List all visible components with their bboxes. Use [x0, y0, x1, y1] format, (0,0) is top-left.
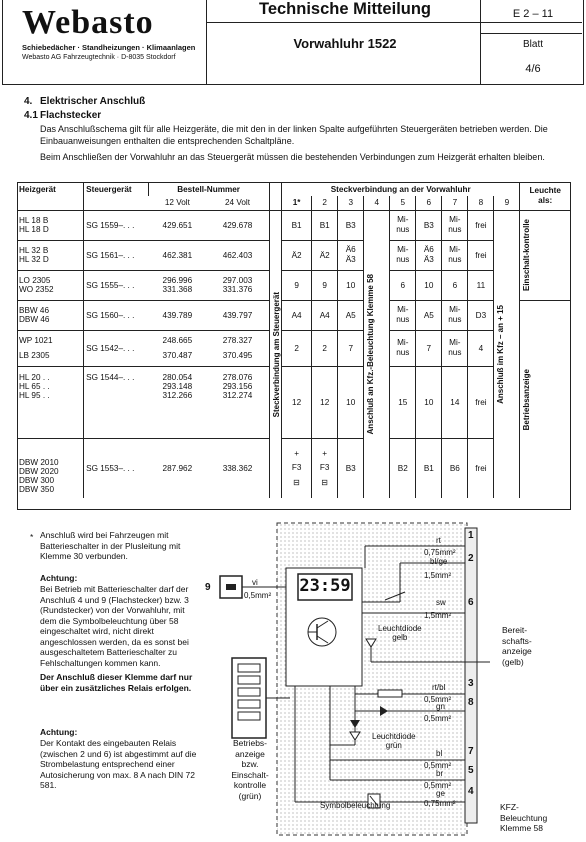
wire-5-gauge: 0,5mm² [424, 781, 452, 790]
achtung2-text: Der Kontakt des eingebauten Relais (zwischen 2 und 6) ist abgestimmt auf die Strombelastung entsprechend einer Autosicherung von max. 8 A nach DIN 72 581. [40, 738, 197, 790]
cell-pin5: Mi- nus [390, 330, 416, 366]
cell-pin1: 2 [282, 330, 312, 366]
th-steck: Steckverbindung an der Vorwahluhr [282, 182, 520, 196]
bereitschaft-label: Bereit- schafts- anzeige (gelb) [502, 625, 532, 667]
cell-pin2: A4 [312, 300, 338, 330]
cell-heizgeraet: WP 1021 LB 2305 [19, 336, 53, 360]
cell-pin2: 12 [312, 366, 338, 438]
footnote: Anschluß wird bei Fahrzeugen mit Batterieschalter in der Plusleitung mit Klemme 30 verbunden. [40, 530, 181, 561]
wire-3-gauge: 0,5mm² [424, 695, 452, 704]
th-pin: 4 [364, 196, 390, 210]
cell-pin8: 11 [468, 270, 494, 300]
symbol-light-label: Symbolbeleuchtung [320, 801, 391, 810]
cell-pin7: Mi- nus [442, 240, 468, 270]
wire-4-gauge: 0,75mm² [424, 799, 456, 808]
cell-pin5: Mi- nus [390, 210, 416, 240]
cell-12v: 429.651 [162, 220, 193, 230]
cell-pin7: Mi- nus [442, 210, 468, 240]
cell-12v: 287.962 [162, 463, 193, 473]
subsection-title: Flachstecker [40, 110, 102, 121]
achtung1-text: Bei Betrieb mit Batterieschalter darf der Anschluß 4 und 9 (Flachstecker) bzw. 3 (Rundstecker) von der Vorwahluhr, mit dem die Symbolbeleuchtung über 58 eingeschaltet wird, nicht direkt angeschlossen werden, da es sonst bei ausgeschaltetem Batterieschalter zu Fehlschaltungen kommen kann. [40, 584, 189, 668]
paragraph-2: Beim Anschließen der Vorwahluhr an das Steuergerät müssen die bestehenden Verbindungen zum Heizgerät erhalten bleiben. [40, 152, 545, 162]
achtung1-bold: Der Anschluß dieser Klemme darf nur über ein zusätzliches Relais erfolgen. [40, 672, 193, 693]
paragraph-1: Das Anschlußschema gilt für alle Heizgeräte, die mit den in der linken Spalte aufgeführten Steuergeräten betrieben werden. Die Einbauanweisungen enthalten die entsprechenden Schaltpläne. [40, 124, 548, 146]
th-pin: 9 [494, 196, 520, 210]
logo-address: Webasto AG Fahrzeugtechnik · D-8035 Stockdorf [22, 54, 176, 61]
th-bestell: Bestell-Nummer [148, 182, 269, 196]
terminal-7: 7 [468, 746, 474, 757]
wire-blge: bl/ge [430, 557, 448, 566]
wire-1-gauge: 0,75mm² [424, 548, 456, 557]
wire-9-gauge: 0,5mm² [244, 591, 272, 600]
cell-pin1: A4 [282, 300, 312, 330]
cell-12v: 462.381 [162, 250, 193, 260]
doc-subtitle: Vorwahluhr 1522 [293, 36, 397, 51]
th-pin: 6 [416, 196, 442, 210]
cell-pin1: B1 [282, 210, 312, 240]
logo: Webasto [22, 4, 154, 41]
cell-24v: 462.403 [222, 250, 253, 260]
cell-pin7: B6 [442, 438, 468, 498]
cell-12v: 439.789 [162, 310, 193, 320]
th-steuergeraet: Steuergerät [84, 182, 149, 196]
cell-steuergeraet: SG 1553–. . . [84, 438, 149, 498]
doc-title: Technische Mitteilung [258, 0, 432, 18]
cell-24v: 429.678 [222, 220, 253, 230]
v-betrieb: Betriebsanzeige [520, 300, 570, 498]
wire-2-gauge: 1,5mm² [424, 571, 452, 580]
achtung1-title: Achtung: [40, 573, 78, 583]
fuse-icon: ⊟ [293, 478, 301, 488]
wire-rtbl: rt/bl [432, 683, 446, 692]
doc-number: E 2 – 11 [512, 8, 554, 20]
led-green-label: Leuchtdiode grün [372, 732, 416, 750]
cell-pin8: frei [468, 210, 494, 240]
v-steuer: Steckverbindung am Steuergerät [269, 210, 281, 498]
cell-pin3: 10 [338, 366, 364, 438]
v-klemme58: Anschluß an Kfz.-Beleuchtung Klemme 58 [364, 210, 390, 498]
terminal-3: 3 [468, 678, 474, 689]
cell-12v: 280.054 293.148 312.266 [162, 372, 193, 400]
cell-pin5: B2 [390, 438, 416, 498]
cell-12v: 296.996 331.368 [162, 276, 193, 294]
terminal-8: 8 [468, 697, 474, 708]
th-pin: 2 [312, 196, 338, 210]
cell-pin7: 14 [442, 366, 468, 438]
cell-pin6: 10 [416, 366, 442, 438]
betrieb-label: Betriebs- anzeige bzw. Einschalt- kontrolle (grün) [231, 738, 269, 801]
cell-pin3: A5 [338, 300, 364, 330]
subsection-number: 4.1 [24, 110, 38, 121]
v-einschalt: Einschalt-kontrolle [520, 210, 570, 300]
cell-heizgeraet: HL 20 . . HL 65 . . HL 95 . . [19, 372, 50, 400]
wire-ge: ge [436, 789, 445, 798]
header-divider-right [480, 0, 481, 84]
cell-24v: 278.327 370.495 [222, 336, 253, 360]
clock-readout: 23:59 [299, 576, 351, 596]
cell-steuergeraet: SG 1544–. . . [84, 366, 149, 438]
th-heizgeraet: Heizgerät [19, 184, 56, 194]
cell-pin3: 10 [338, 270, 364, 300]
cell-pin1: + F3 ⊟ [282, 438, 312, 498]
logo-tagline: Schiebedächer · Standheizungen · Klimaanlagen [22, 43, 196, 52]
wire-bl: bl [436, 749, 443, 758]
wire-gn: gn [436, 702, 445, 711]
cell-pin6: A5 [416, 300, 442, 330]
sheet-number: 4/6 [525, 63, 541, 75]
cell-heizgeraet: BBW 46 DBW 46 [19, 306, 50, 324]
wire-br: br [436, 769, 444, 778]
cell-pin2: + F3 ⊟ [312, 438, 338, 498]
cell-steuergeraet: SG 1561–. . . [84, 240, 149, 270]
cell-pin3: B3 [338, 438, 364, 498]
wire-8-gauge: 0,5mm² [424, 714, 452, 723]
fuse-icon: ⊟ [321, 478, 329, 488]
cell-steuergeraet: SG 1560–. . . [84, 300, 149, 330]
section-number: 4. [24, 96, 33, 107]
section-title: Elektrischer Anschluß [40, 96, 146, 107]
cell-pin5: Mi- nus [390, 240, 416, 270]
cell-pin6: Ä6 Ä3 [416, 240, 442, 270]
cell-pin6: B1 [416, 438, 442, 498]
led-yellow-label: Leuchtdiode gelb [378, 624, 422, 642]
wire-rt: rt [436, 536, 441, 545]
cell-pin5: Mi- nus [390, 300, 416, 330]
cell-steuergeraet: SG 1542–. . . [84, 330, 149, 366]
connector-strip [465, 528, 477, 823]
cell-heizgeraet: HL 18 B HL 18 D [19, 216, 49, 234]
cell-pin8: D3 [468, 300, 494, 330]
th-leuchte: Leuchte als: [520, 182, 570, 210]
cell-pin2: Ä2 [312, 240, 338, 270]
cell-pin2: 9 [312, 270, 338, 300]
cell-24v: 439.797 [222, 310, 253, 320]
cell-pin3: Ä6 Ä3 [338, 240, 364, 270]
terminal-1: 1 [468, 530, 474, 541]
wire-vi: vi [252, 578, 258, 587]
th-pin: 8 [468, 196, 494, 210]
terminal-5: 5 [468, 765, 474, 776]
header-divider-left [206, 0, 207, 84]
v-kfz15: Anschluß im Kfz – an + 15 [494, 210, 520, 498]
cell-pin2: 2 [312, 330, 338, 366]
cell-pin6: B3 [416, 210, 442, 240]
connection-table [17, 182, 570, 498]
th-pin: 1* [282, 196, 312, 210]
cell-24v: 278.076 293.156 312.274 [222, 372, 253, 400]
kfz-label: KFZ- Beleuchtung Klemme 58 [500, 802, 548, 833]
cell-pin3: B3 [338, 210, 364, 240]
cell-pin8: frei [468, 438, 494, 498]
cell-heizgeraet: LO 2305 WO 2352 [19, 276, 54, 294]
cell-pin5: 6 [390, 270, 416, 300]
th-24v: 24 Volt [224, 198, 251, 208]
cell-pin1: Ä2 [282, 240, 312, 270]
terminal-6: 6 [468, 597, 474, 608]
th-pin: 5 [390, 196, 416, 210]
th-pin: 7 [442, 196, 468, 210]
cell-pin8: frei [468, 240, 494, 270]
cell-pin8: frei [468, 366, 494, 438]
wire-6-gauge: 1,5mm² [424, 611, 452, 620]
cell-pin1: 9 [282, 270, 312, 300]
th-pin: 3 [338, 196, 364, 210]
header-hline2 [480, 33, 582, 34]
wire-sw: sw [436, 598, 446, 607]
th-12v: 12 Volt [164, 198, 190, 208]
cell-pin2: B1 [312, 210, 338, 240]
cell-steuergeraet: SG 1559–. . . [84, 210, 149, 240]
cell-pin6: 10 [416, 270, 442, 300]
sheet-label: Blatt [522, 39, 543, 50]
cell-pin7: Mi- nus [442, 300, 468, 330]
terminal-4: 4 [468, 786, 474, 797]
cell-pin5: 15 [390, 366, 416, 438]
footnote-star: * [30, 532, 34, 542]
cell-pin7: Mi- nus [442, 330, 468, 366]
cell-pin1: 12 [282, 366, 312, 438]
pin-9-label: 9 [205, 582, 211, 593]
terminal-2: 2 [468, 553, 474, 564]
resistor-1 [378, 690, 402, 697]
cell-heizgeraet: DBW 2010 DBW 2020 DBW 300 DBW 350 [19, 458, 59, 494]
cell-steuergeraet: SG 1555–. . . [84, 270, 149, 300]
cell-pin8: 4 [468, 330, 494, 366]
cell-pin3: 7 [338, 330, 364, 366]
achtung2-title: Achtung: [40, 727, 78, 737]
cell-24v: 297.003 331.376 [222, 276, 253, 294]
header-hline1 [206, 22, 582, 23]
cell-12v: 248.665 370.487 [162, 336, 193, 360]
wire-7-gauge: 0,5mm² [424, 761, 452, 770]
cell-heizgeraet: HL 32 B HL 32 D [19, 246, 49, 264]
cell-pin6: 7 [416, 330, 442, 366]
cell-24v: 338.362 [222, 463, 253, 473]
cell-pin7: 6 [442, 270, 468, 300]
